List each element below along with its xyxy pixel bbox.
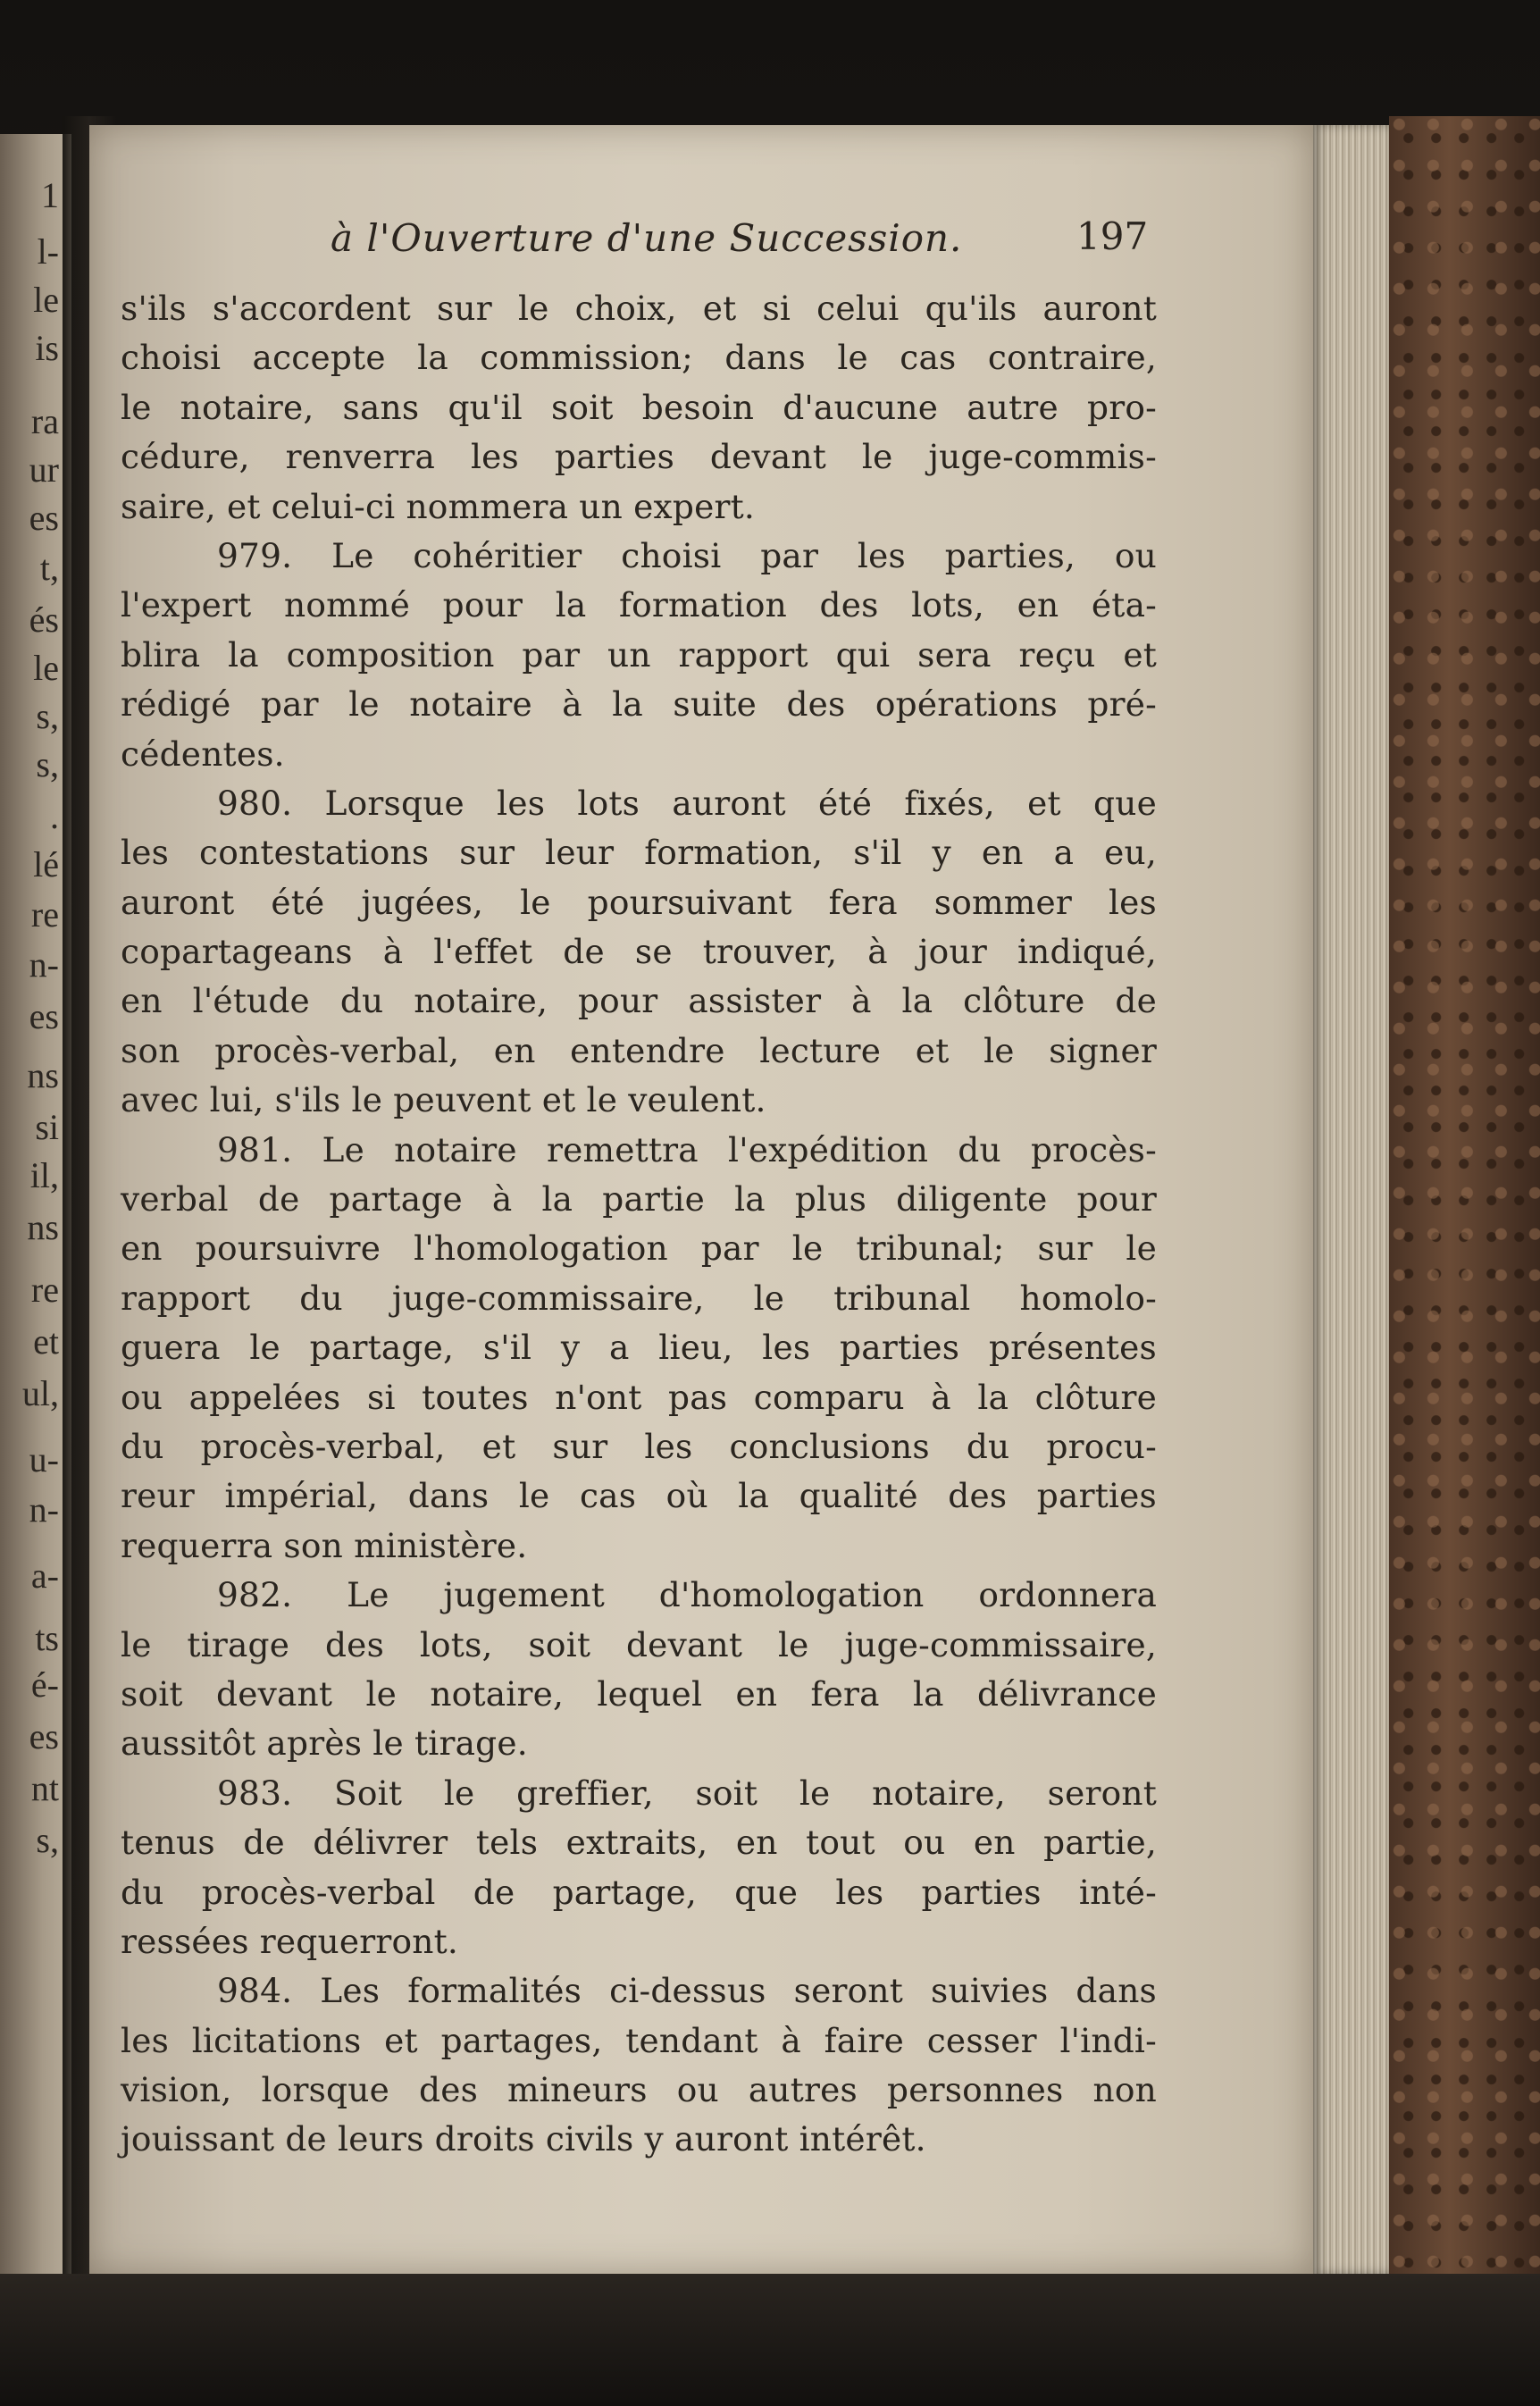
text-line: s'ils s'accordent sur le choix, et si celui qu'ils auront	[121, 289, 1157, 328]
text-line: rapport du juge-commissaire, le tribunal homolo-	[121, 1278, 1157, 1318]
text-line: 982. Le jugement d'homologation ordonnera	[217, 1575, 1157, 1615]
facing-page-text-fragment: ns	[27, 1207, 59, 1247]
body-text	[121, 284, 1157, 2165]
facing-page-text-fragment: n-	[29, 1489, 59, 1530]
text-line: choisi accepte la commission; dans le cas contraire,	[121, 338, 1157, 378]
facing-page-text-fragment: si	[35, 1107, 59, 1147]
text-line: en l'étude du notaire, pour assister à la clôture de	[121, 981, 1157, 1021]
text-line: auront été jugées, le poursuivant fera sommer les	[121, 882, 1157, 922]
facing-page-text-fragment: .	[50, 796, 59, 836]
facing-page-text-fragment: et	[33, 1321, 59, 1362]
facing-page-text-fragment: n-	[29, 944, 59, 985]
facing-page-text-fragment: 1	[41, 175, 59, 215]
text-line: en poursuivre l'homologation par le tribunal; sur le	[121, 1228, 1157, 1269]
text-line: 981. Le notaire remettra l'expédition du procès-	[217, 1129, 1157, 1169]
text-line: du procès-verbal, et sur les conclusions du procu-	[121, 1426, 1157, 1466]
facing-page-text-fragment: s,	[36, 744, 59, 784]
text-line: l'expert nommé pour la formation des lots, en éta-	[121, 585, 1157, 625]
text-line: le tirage des lots, soit devant le juge-commissaire,	[121, 1624, 1157, 1664]
facing-page-text-fragment: re	[30, 1270, 59, 1310]
facing-page-text-fragment: il,	[29, 1155, 59, 1195]
page-number: 197	[1076, 214, 1149, 258]
text-line: blira la composition par un rapport qui sera reçu et	[121, 634, 1157, 675]
facing-page-fragment	[0, 134, 71, 2296]
text-line: avec lui, s'ils le peuvent et le veulent.	[121, 1080, 766, 1120]
facing-page-text-fragment: t,	[39, 548, 59, 588]
text-line: du procès-verbal de partage, que les parties inté-	[121, 1872, 1157, 1912]
text-line: 979. Le cohéritier choisi par les parties, ou	[217, 535, 1157, 575]
text-line: verbal de partage à la partie la plus diligente pour	[121, 1179, 1157, 1220]
text-line: requerra son ministère.	[121, 1525, 528, 1565]
text-line: son procès-verbal, en entendre lecture et le signer	[121, 1030, 1157, 1070]
text-line: reur impérial, dans le cas où la qualité des parties	[121, 1476, 1157, 1516]
facing-page-text-fragment: is	[35, 328, 59, 368]
facing-page-text-fragment: le	[33, 280, 59, 320]
bottom-shadow	[0, 2274, 1540, 2406]
text-line: guera le partage, s'il y a lieu, les parties présentes	[121, 1328, 1157, 1368]
facing-page-text-fragment: nt	[30, 1768, 59, 1808]
facing-page-text-fragment: es	[29, 996, 59, 1036]
text-line: le notaire, sans qu'il soit besoin d'aucune autre pro-	[121, 387, 1157, 427]
facing-page-text-fragment: a-	[30, 1555, 59, 1596]
facing-page-text-fragment: es	[29, 498, 59, 538]
text-line: ressées requerront.	[121, 1921, 458, 1961]
text-line: copartageans à l'effet de se trouver, à jour indiqué,	[121, 932, 1157, 972]
leather-cover	[1389, 116, 1540, 2287]
facing-page-text-fragment: és	[29, 599, 59, 640]
text-line: cédure, renverra les parties devant le juge-commis-	[121, 437, 1157, 477]
facing-page-text-fragment: ur	[29, 449, 59, 490]
facing-page-text-fragment: ns	[27, 1055, 59, 1095]
text-line: 983. Soit le greffier, soit le notaire, seront	[217, 1773, 1157, 1813]
facing-page-text-fragment: ts	[35, 1618, 59, 1658]
text-line: ou appelées si toutes n'ont pas comparu à la clôture	[121, 1377, 1157, 1417]
facing-page-text-fragment: lé	[33, 844, 59, 884]
text-line: vision, lorsque des mineurs ou autres personnes non	[121, 2070, 1157, 2110]
text-line: les licitations et partages, tendant à faire cesser l'indi-	[121, 2020, 1157, 2060]
facing-page-text-fragment: u-	[29, 1439, 59, 1480]
text-line: cédentes.	[121, 734, 285, 774]
text-line: 980. Lorsque les lots auront été fixés, et que	[217, 783, 1157, 823]
page-edges	[1313, 125, 1389, 2274]
running-title: à l'Ouverture d'une Succession.	[331, 216, 963, 260]
facing-page-text-fragment: ul,	[21, 1373, 59, 1413]
facing-page-text-fragment: l-	[37, 231, 59, 272]
text-line: les contestations sur leur formation, s'il y en a eu,	[121, 833, 1157, 873]
text-line: rédigé par le notaire à la suite des opérations pré-	[121, 684, 1157, 725]
facing-page-text-fragment: ra	[30, 401, 59, 441]
facing-page-text-fragment: es	[29, 1716, 59, 1756]
facing-page-text-fragment: é-	[30, 1664, 59, 1705]
text-line: soit devant le notaire, lequel en fera la délivrance	[121, 1673, 1157, 1714]
text-line: saire, et celui-ci nommera un expert.	[121, 486, 755, 526]
facing-page-text-fragment: s,	[36, 696, 59, 736]
text-line: aussitôt après le tirage.	[121, 1723, 528, 1764]
text-line: jouissant de leurs droits civils y auront intérêt.	[121, 2119, 926, 2159]
facing-page-text-fragment: le	[33, 648, 59, 688]
facing-page-text-fragment: s,	[36, 1820, 59, 1860]
text-line: 984. Les formalités ci-dessus seront suivies dans	[217, 1971, 1157, 2011]
text-line: tenus de délivrer tels extraits, en tout ou en partie,	[121, 1823, 1157, 1863]
facing-page-text-fragment: re	[30, 894, 59, 935]
